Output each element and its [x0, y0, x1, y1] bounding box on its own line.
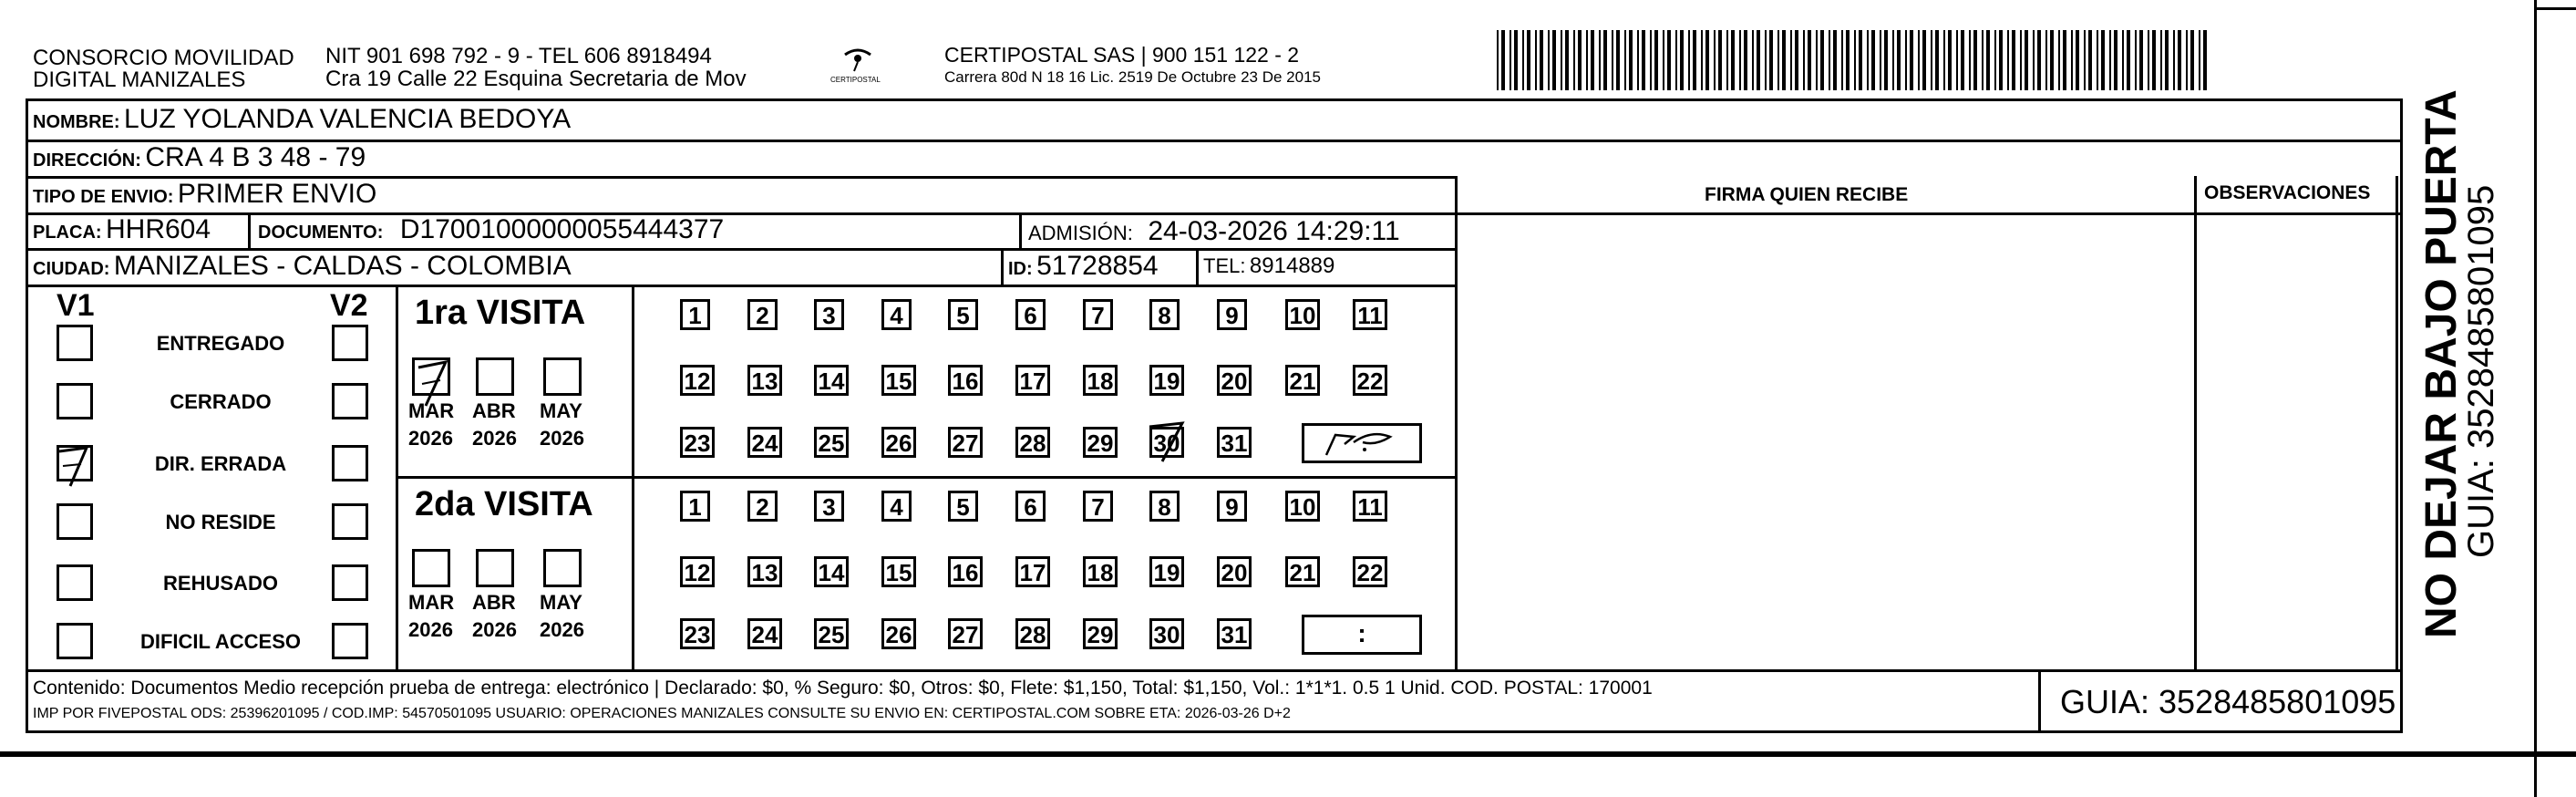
status-reason-label: ENTREGADO	[156, 332, 285, 355]
day-box[interactable]: 12	[680, 365, 715, 396]
day-box[interactable]: 9	[1217, 299, 1247, 330]
signature-scribble-icon	[1308, 426, 1417, 462]
v2-checkbox[interactable]	[332, 445, 368, 481]
day-box[interactable]: 18	[1083, 556, 1118, 587]
day-box[interactable]: 22	[1353, 365, 1387, 396]
day-box[interactable]: 28	[1015, 618, 1050, 649]
barcode	[1495, 30, 2215, 90]
certipostal-logo	[825, 44, 891, 89]
documento-label: DOCUMENTO:	[258, 223, 384, 243]
month-label: MAR	[408, 591, 455, 614]
day-box[interactable]: 14	[814, 365, 849, 396]
admision-label: ADMISIÓN:	[1028, 222, 1133, 244]
nombre-label: NOMBRE:	[33, 112, 120, 132]
day-box[interactable]: 3	[814, 299, 844, 330]
day-box[interactable]: 5	[948, 299, 978, 330]
day-box[interactable]: 13	[747, 556, 782, 587]
day-box[interactable]: 19	[1149, 365, 1184, 396]
day-box[interactable]: 13	[747, 365, 782, 396]
ciudad-label: CIUDAD:	[33, 259, 110, 279]
company-nit: NIT 901 698 792 - 9 - TEL 606 8918494	[325, 44, 712, 68]
year-label: 2026	[408, 618, 453, 641]
month-label: ABR	[472, 399, 516, 422]
tipo-envio-value: PRIMER ENVIO	[177, 179, 377, 209]
year-label: 2026	[472, 427, 517, 450]
day-box[interactable]: 11	[1353, 299, 1387, 330]
year-label: 2026	[540, 618, 584, 641]
day-box[interactable]: 17	[1015, 365, 1050, 396]
footer-imp: IMP POR FIVEPOSTAL ODS: 25396201095 / COD.IMP: 54570501095 USUARIO: OPERACIONES MANIZALES CONSULTE SU ENVIO EN: CERTIPOSTAL.COM SOBRE ETA: 2026-03-26 D+2	[33, 706, 1291, 721]
courier-name: CERTIPOSTAL SAS | 900 151 122 - 2	[944, 43, 1300, 67]
month-label: MAY	[540, 399, 582, 422]
placa-value: HHR604	[106, 214, 211, 244]
day-box[interactable]: 28	[1015, 427, 1050, 458]
day-box[interactable]: 18	[1083, 365, 1118, 396]
day-box[interactable]: 1	[680, 491, 710, 522]
day-box[interactable]: 15	[881, 556, 916, 587]
direccion-row	[33, 144, 366, 171]
v2-header: V2	[330, 288, 368, 323]
placa-label: PLACA:	[33, 223, 102, 243]
day-box[interactable]: 14	[814, 556, 849, 587]
v2-checkbox[interactable]	[332, 325, 368, 361]
footer-guia: GUIA: 3528485801095	[2060, 683, 2396, 720]
admision-value: 24-03-2026 14:29:11	[1148, 216, 1400, 246]
day-box[interactable]: 2	[747, 299, 778, 330]
day-box[interactable]: 31	[1217, 618, 1252, 649]
side-guia: GUIA: 3528485801095	[2461, 184, 2501, 558]
day-box[interactable]: 10	[1285, 299, 1320, 330]
v2-checkbox[interactable]	[332, 564, 368, 601]
day-mark-icon	[1146, 419, 1188, 470]
day-box[interactable]: 4	[881, 299, 912, 330]
year-label: 2026	[540, 427, 584, 450]
day-box[interactable]: 5	[948, 491, 978, 522]
v2-checkbox[interactable]	[332, 503, 368, 540]
tel-value: 8914889	[1249, 254, 1335, 278]
no-dejar-bajo-puerta: NO DEJAR BAJO PUERTA	[2417, 89, 2466, 638]
day-box[interactable]: 26	[881, 427, 916, 458]
time-value: :	[1357, 619, 1366, 647]
admision-row	[1028, 218, 1400, 245]
day-box[interactable]: 27	[948, 427, 983, 458]
day-box[interactable]: 30	[1149, 427, 1184, 458]
day-box[interactable]: 7	[1083, 299, 1113, 330]
status-reason-label: NO RESIDE	[165, 511, 276, 533]
day-box[interactable]: 20	[1217, 556, 1252, 587]
status-reason-label: REHUSADO	[163, 572, 278, 595]
day-box[interactable]: 24	[747, 427, 782, 458]
id-label: ID:	[1008, 259, 1033, 279]
day-box[interactable]: 19	[1149, 556, 1184, 587]
direccion-label: DIRECCIÓN:	[33, 150, 141, 171]
time-box[interactable]	[1302, 423, 1422, 463]
month-checkbox[interactable]	[412, 357, 450, 396]
placa-row	[33, 216, 211, 243]
day-box[interactable]: 10	[1285, 491, 1320, 522]
v1-header: V1	[57, 288, 95, 323]
month-label: ABR	[472, 591, 516, 614]
day-box[interactable]: 16	[948, 556, 983, 587]
documento-value: D17001000000055444377	[399, 214, 725, 244]
month-checkbox[interactable]	[412, 549, 450, 587]
day-box[interactable]: 9	[1217, 491, 1247, 522]
day-box[interactable]: 8	[1149, 491, 1180, 522]
day-box[interactable]: 24	[747, 618, 782, 649]
day-box[interactable]: 11	[1353, 491, 1387, 522]
day-box[interactable]: 1	[680, 299, 710, 330]
company-name-line2: DIGITAL MANIZALES	[33, 67, 246, 92]
firma-header: FIRMA QUIEN RECIBE	[1705, 184, 1909, 205]
day-box[interactable]: 4	[881, 491, 912, 522]
year-label: 2026	[408, 427, 453, 450]
day-box[interactable]: 23	[680, 618, 715, 649]
time-box[interactable]	[1302, 615, 1422, 655]
day-box[interactable]: 3	[814, 491, 844, 522]
day-box[interactable]: 25	[814, 618, 849, 649]
cut-line	[0, 751, 2576, 757]
id-row	[1008, 253, 1159, 280]
day-box[interactable]: 7	[1083, 491, 1113, 522]
nombre-value: LUZ YOLANDA VALENCIA BEDOYA	[124, 104, 572, 134]
ciudad-value: MANIZALES - CALDAS - COLOMBIA	[113, 251, 572, 281]
month-checkbox[interactable]	[476, 357, 514, 396]
visit-title: 1ra VISITA	[415, 294, 586, 332]
id-value: 51728854	[1036, 251, 1159, 281]
month-checkbox[interactable]	[543, 357, 582, 396]
day-box[interactable]: 21	[1285, 556, 1320, 587]
v2-checkbox[interactable]	[332, 623, 368, 659]
tipo-envio-row	[33, 181, 376, 208]
status-reason-label: DIFICIL ACCESO	[139, 630, 301, 653]
day-box[interactable]: 29	[1083, 618, 1118, 649]
tipo-envio-label: TIPO DE ENVIO:	[33, 187, 174, 207]
month-checkbox[interactable]	[476, 549, 514, 587]
day-box[interactable]: 26	[881, 618, 916, 649]
top-right-mark	[2534, 7, 2576, 10]
tel-label: TEL:	[1203, 254, 1246, 277]
footer-contenido: Contenido: Documentos Medio recepción prueba de entrega: electrónico | Declarado: $0, % Seguro: $0, Otros: $0, Flete: $1,150, Total: $1,150, Vol.: 1*1*1. 0.5 1 Unid. COD. POSTAL: 170001	[33, 678, 1653, 699]
day-box[interactable]: 8	[1149, 299, 1180, 330]
month-checkbox[interactable]	[543, 549, 582, 587]
tel-row	[1203, 255, 1334, 277]
nombre-row	[33, 106, 571, 133]
v2-checkbox[interactable]	[332, 383, 368, 419]
day-box[interactable]: 30	[1149, 618, 1184, 649]
company-name-line1: CONSORCIO MOVILIDAD	[33, 46, 294, 70]
day-box[interactable]: 17	[1015, 556, 1050, 587]
right-edge-rule	[2534, 0, 2537, 797]
day-box[interactable]: 23	[680, 427, 715, 458]
direccion-value: CRA 4 B 3 48 - 79	[145, 142, 366, 172]
month-label: MAR	[408, 399, 455, 422]
day-box[interactable]: 20	[1217, 365, 1252, 396]
day-box[interactable]: 2	[747, 491, 778, 522]
day-box[interactable]: 6	[1015, 299, 1046, 330]
documento-row	[258, 216, 724, 243]
day-box[interactable]: 16	[948, 365, 983, 396]
status-reason-label: CERRADO	[170, 390, 272, 413]
month-label: MAY	[540, 591, 582, 614]
visit-title: 2da VISITA	[415, 485, 593, 523]
day-box[interactable]: 22	[1353, 556, 1387, 587]
day-box[interactable]: 25	[814, 427, 849, 458]
day-box[interactable]: 27	[948, 618, 983, 649]
logo-text: CERTIPOSTAL	[830, 76, 881, 84]
company-address: Cra 19 Calle 22 Esquina Secretaria de Mov	[325, 67, 747, 91]
status-reason-label: DIR. ERRADA	[154, 452, 287, 475]
day-box[interactable]: 21	[1285, 365, 1320, 396]
day-box[interactable]: 29	[1083, 427, 1118, 458]
ciudad-row	[33, 253, 572, 280]
day-box[interactable]: 15	[881, 365, 916, 396]
year-label: 2026	[472, 618, 517, 641]
day-box[interactable]: 12	[680, 556, 715, 587]
day-box[interactable]: 31	[1217, 427, 1252, 458]
day-box[interactable]: 6	[1015, 491, 1046, 522]
courier-address: Carrera 80d N 18 16 Lic. 2519 De Octubre 23 De 2015	[944, 68, 1321, 86]
observaciones-header: OBSERVACIONES	[2204, 182, 2371, 203]
